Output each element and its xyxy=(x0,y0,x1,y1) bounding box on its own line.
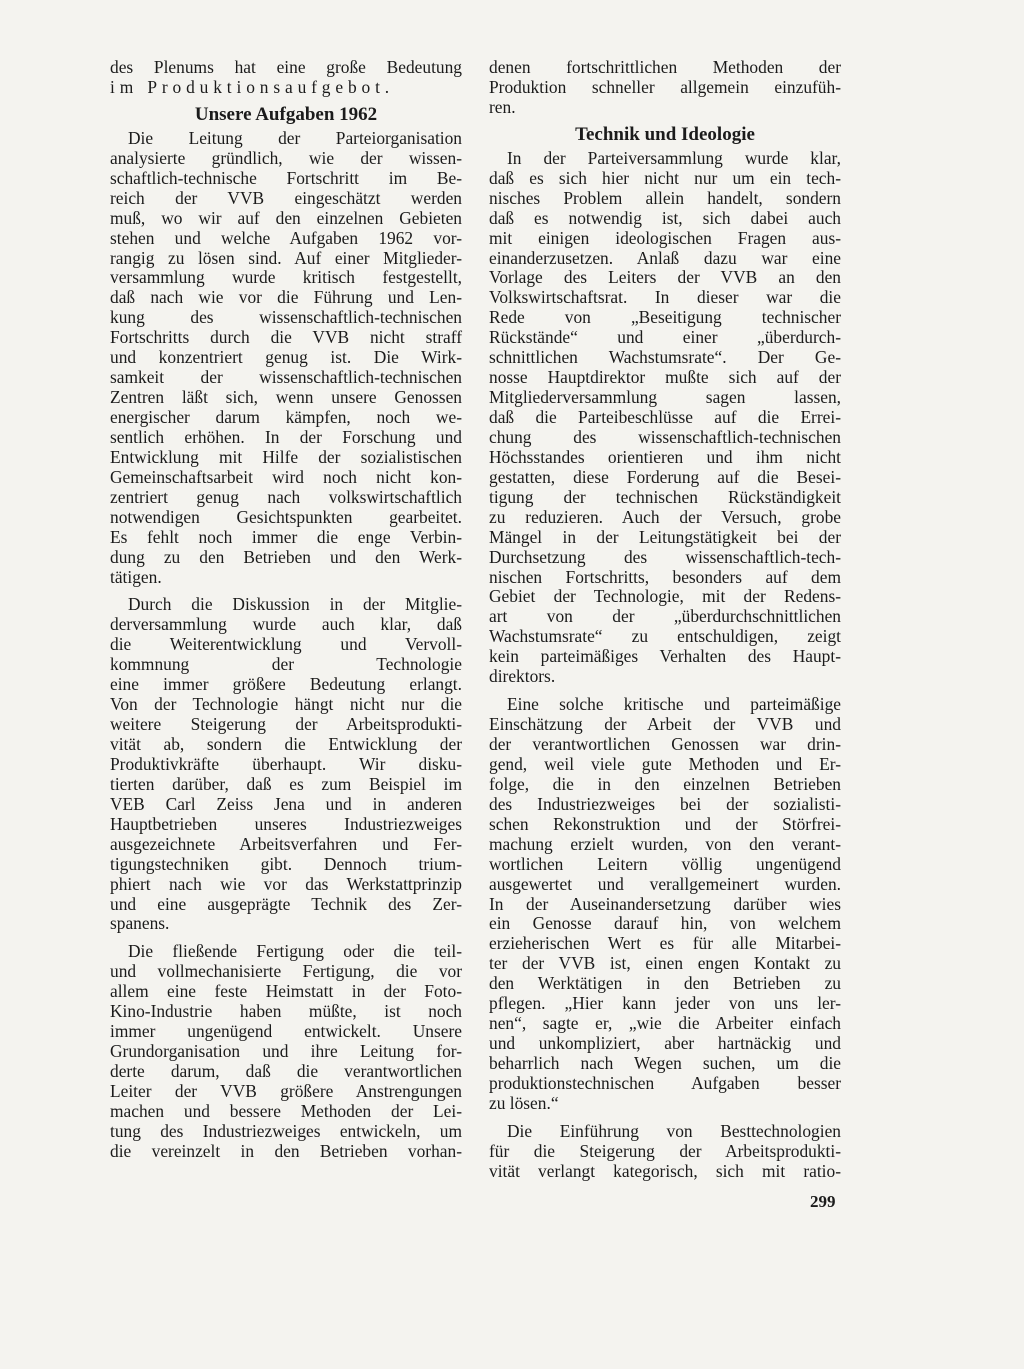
text-line: zentriert genug nach volkswirtschaftlich xyxy=(110,486,462,507)
text-line: Produktion schneller allgemein einzufüh- xyxy=(489,76,841,97)
text-line: Es fehlt noch immer die enge Verbin- xyxy=(110,526,462,547)
text-line: Fortschritts durch die VVB nicht straff xyxy=(110,327,462,348)
text-line: kommnung der Technologie xyxy=(110,654,462,675)
text-line: rangig zu lösen sind. Auf einer Mitglieder- xyxy=(110,247,462,268)
text-line: analysierte gründlich, wie der wissen- xyxy=(110,147,462,168)
text-line: nosse Hauptdirektor mußte sich auf der xyxy=(489,367,841,388)
text-line: tung des Industriezweiges entwickeln, um xyxy=(110,1120,462,1141)
text-line: allem eine feste Heimstatt in der Foto- xyxy=(110,981,462,1002)
text-line: Rede von „Beseitigung technischer xyxy=(489,307,841,328)
text-line: daß nach wie vor die Führung und Len- xyxy=(110,287,462,308)
text-line: Einschätzung der Arbeit der VVB und xyxy=(489,714,841,735)
text-line: spanens. xyxy=(110,913,170,934)
text-line: kein parteimäßiges Verhalten des Haupt- xyxy=(489,646,841,667)
left-paragraph-2 xyxy=(110,595,462,934)
right-paragraph-3 xyxy=(489,1122,841,1182)
text-line: erzieherischen Wert es für alle Mitarbei- xyxy=(489,933,841,954)
text-line: tierten darüber, daß es zum Beispiel im xyxy=(110,773,462,794)
text-line: Vorlage des Leiters der VVB an den xyxy=(489,267,841,288)
page-number: 299 xyxy=(810,1192,836,1211)
text-line: für die Steigerung der Arbeitsprodukti- xyxy=(489,1140,841,1161)
text-line: Gemeinschaftsarbeit wird noch nicht kon- xyxy=(110,466,462,487)
text-line: produktionstechnischen Aufgaben besser xyxy=(489,1072,841,1093)
text-line: Die fließende Fertigung oder die teil- xyxy=(128,941,462,962)
text-line: Kino-Industrie haben müßte, ist noch xyxy=(110,1001,462,1022)
text-line: tigung der technischen Rückständigkeit xyxy=(489,486,841,507)
text-line: versammlung wurde kritisch festgestellt, xyxy=(110,267,462,288)
text-line: ein Genosse darauf hin, von welchem xyxy=(489,913,841,934)
text-line: immer ungenügend entwickelt. Unsere xyxy=(110,1021,462,1042)
text-line: schaftlich-technische Fortschritt im Be- xyxy=(110,167,462,188)
text-line: energischer darum kämpfen, noch we- xyxy=(110,407,462,427)
text-line: und vollmechanisierte Fertigung, die vor xyxy=(110,961,462,982)
text-line: daß die Parteibeschlüsse auf die Errei- xyxy=(489,407,841,427)
text-line: Die Einführung von Besttechnologien xyxy=(507,1120,841,1141)
text-line: Zentren läßt sich, wenn unsere Genossen xyxy=(110,387,462,408)
text-line: nischen Fortschritts, besonders auf dem xyxy=(489,566,841,587)
text-line: die vereinzelt in den Betrieben vorhan- xyxy=(110,1140,462,1161)
text-line: reich der VVB eingeschätzt werden xyxy=(110,187,462,208)
text-line: Entwicklung mit Hilfe der sozialistischen xyxy=(110,446,462,467)
text-line: vität ab, sondern die Entwicklung der xyxy=(110,734,462,754)
text-line: und eine ausgeprägte Technik des Zer- xyxy=(110,893,462,914)
text-line: samkeit der wissenschaftlich-technischen xyxy=(110,367,462,388)
text-line: denen fortschrittlichen Methoden der xyxy=(489,57,841,77)
text-line: zu lösen.“ xyxy=(489,1092,559,1113)
text-line: Wachstumsrate“ zu entschuldigen, zeigt xyxy=(489,626,841,647)
text-line: zu reduzieren. Auch der Versuch, grobe xyxy=(489,506,841,527)
text-line: Von der Technologie hängt nicht nur die xyxy=(110,694,462,715)
text-line: chung des wissenschaftlich-technischen xyxy=(489,426,841,447)
text-line: Rückstände“ und einer „überdurch- xyxy=(489,327,841,348)
right-intro xyxy=(489,58,841,118)
text-line: nisches Problem allein handelt, sondern xyxy=(489,187,841,208)
text-line: Volkswirtschaftsrat. In dieser war die xyxy=(489,287,841,308)
section-heading-aufgaben: Unsere Aufgaben 1962 xyxy=(194,103,378,125)
text-line: sentlich erhöhen. In der Forschung und xyxy=(110,426,462,447)
text-line: Hauptbetrieben unseres Industriezweiges xyxy=(110,813,462,834)
right-paragraph-2 xyxy=(489,695,841,1114)
text-line: tigungstechniken gibt. Dennoch trium- xyxy=(110,853,462,874)
text-line: einanderzusetzen. Anlaß dazu war eine xyxy=(489,247,841,268)
text-line: phiert nach wie vor das Werkstattprinzip xyxy=(110,873,462,894)
text-line: Mängel in der Leitungstätigkeit bei der xyxy=(489,526,841,547)
text-line: und unkompliziert, aber hartnäckig und xyxy=(489,1033,841,1054)
text-line: nen“, sagte er, „wie die Arbeiter einfach xyxy=(489,1013,841,1034)
text-line: vität verlangt kategorisch, sich mit ratio- xyxy=(489,1160,841,1181)
text-line: und konzentriert genug ist. Die Wirk- xyxy=(110,347,462,368)
text-line: ausgewertet und verallgemeinert wurden. xyxy=(489,873,841,894)
text-line: Leiter der VVB größere Anstrengungen xyxy=(110,1080,462,1101)
right-column xyxy=(489,58,841,1182)
text-line: direktors. xyxy=(489,666,556,687)
text-line: tätigen. xyxy=(110,566,162,587)
text-line: daß es notwendig ist, sich dabei auch xyxy=(489,207,841,228)
text-line: gestatten, diese Forderung auf die Besei- xyxy=(489,466,841,487)
text-line: beharrlich nach Wegen suchen, um die xyxy=(489,1053,841,1073)
left-paragraph-1 xyxy=(110,129,462,588)
text-line: derte darum, daß die verantwortlichen xyxy=(110,1061,462,1081)
left-intro xyxy=(110,58,462,98)
text-line: Durchsetzung des wissenschaftlich-tech- xyxy=(489,546,841,567)
text-line: muß, wo wir auf den einzelnen Gebieten xyxy=(110,207,462,228)
text-line: In der Parteiversammlung wurde klar, xyxy=(507,147,841,168)
text-line: Mitgliederversammlung sagen lassen, xyxy=(489,387,841,408)
text-line: den Werktätigen in den Betrieben zu xyxy=(489,973,841,994)
text-line: Höchsstandes orientieren und ihm nicht xyxy=(489,446,841,467)
text-line: wortlichen Leitern völlig ungenügend xyxy=(489,853,841,874)
text-line: des Industriezweiges bei der sozialisti- xyxy=(489,793,841,814)
text-line: daß es sich hier nicht nur um ein tech- xyxy=(489,167,841,188)
text-line: schnittlichen Wachstumsrate“. Der Ge- xyxy=(489,347,841,368)
text-line: gend, weil viele gute Methoden und Er- xyxy=(489,753,841,774)
text-line: ausgezeichnete Arbeitsverfahren und Fer- xyxy=(110,833,462,854)
text-line: ren. xyxy=(489,96,516,117)
text-line: art von der „überdurchschnittlichen xyxy=(489,606,841,627)
text-line: stehen und welche Aufgaben 1962 vor- xyxy=(110,227,462,248)
text-line: der verantwortlichen Genossen war drin- xyxy=(489,734,841,754)
text-line: machung erzielt wurden, von den verant- xyxy=(489,833,841,854)
text-line: derversammlung wurde auch klar, daß xyxy=(110,614,462,635)
text-line: des Plenums hat eine große Bedeutung xyxy=(110,57,462,77)
text-line: In der Auseinandersetzung darüber wies xyxy=(489,893,841,914)
text-line: VEB Carl Zeiss Jena und in anderen xyxy=(110,793,462,814)
text-line: machen und bessere Methoden der Lei- xyxy=(110,1100,462,1121)
text-line: notwendigen Gesichtspunkten gearbeitet. xyxy=(110,506,462,527)
text-line: Produktivkräfte überhaupt. Wir disku- xyxy=(110,753,462,774)
text-line: Grundorganisation und ihre Leitung for- xyxy=(110,1041,462,1062)
text-line: die Weiterentwicklung und Vervoll- xyxy=(110,634,462,655)
text-line: Eine solche kritische und parteimäßige xyxy=(507,694,841,715)
text-line: Durch die Diskussion in der Mitglie- xyxy=(128,594,462,615)
left-paragraph-3 xyxy=(110,942,462,1161)
text-line: folge, die in den einzelnen Betrieben xyxy=(489,773,841,794)
left-column xyxy=(110,58,462,1162)
right-paragraph-1 xyxy=(489,149,841,687)
text-line: kung des wissenschaftlich-technischen xyxy=(110,307,462,328)
text-line: eine immer größere Bedeutung erlangt. xyxy=(110,674,462,695)
text-line: im Produktionsaufgebot. xyxy=(110,76,395,97)
text-line: ter der VVB ist, einen engen Kontakt zu xyxy=(489,953,841,974)
text-line: Die Leitung der Parteiorganisation xyxy=(128,127,462,148)
text-line: Gebiet der Technologie, mit der Redens- xyxy=(489,586,841,607)
text-line: mit einigen ideologischen Fragen aus- xyxy=(489,227,841,248)
text-line: weitere Steigerung der Arbeitsprodukti- xyxy=(110,714,462,735)
text-line: schen Rekonstruktion und der Störfrei- xyxy=(489,813,841,834)
section-heading-technik: Technik und Ideologie xyxy=(575,123,755,145)
text-line: dung zu den Betrieben und den Werk- xyxy=(110,546,462,567)
text-line: pflegen. „Hier kann jeder von uns ler- xyxy=(489,993,841,1014)
